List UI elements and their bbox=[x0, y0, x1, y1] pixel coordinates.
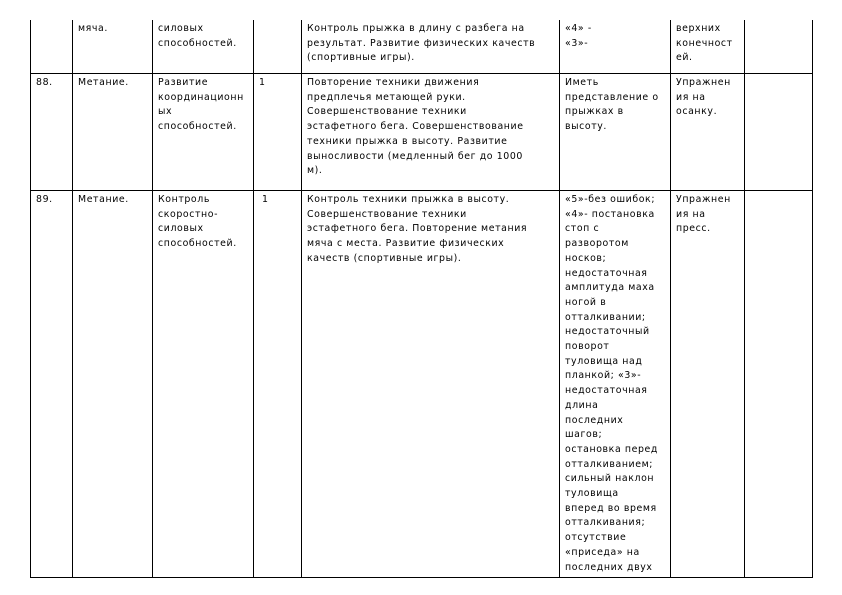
lesson-number-cell bbox=[31, 20, 73, 74]
lesson-number-cell: 88. bbox=[31, 74, 73, 191]
table-row bbox=[31, 74, 813, 191]
homework-cell: Упражнен ия на осанку. bbox=[671, 74, 745, 191]
skill-cell: Контроль скоростно- силовых способностей. bbox=[153, 191, 254, 578]
requirements-cell: «4» - «3»- bbox=[560, 20, 671, 74]
section-cell: Метание. bbox=[73, 191, 153, 578]
hours-cell bbox=[254, 20, 302, 74]
section-cell: мяча. bbox=[73, 20, 153, 74]
content-cell: Контроль техники прыжка в высоту. Совершенствование техники эстафетного бега. Повторение метания мяча с места. Развитие физических качеств (спортивные игры). bbox=[302, 191, 560, 578]
skill-cell: Развитие координационн ых способностей. bbox=[153, 74, 254, 191]
hours-cell: 1 bbox=[254, 74, 302, 191]
content-cell: Контроль прыжка в длину с разбега на результат. Развитие физических качеств (спортивные игры). bbox=[302, 20, 560, 74]
table-row bbox=[31, 20, 813, 74]
content-cell: Повторение техники движения предплечья метающей руки. Совершенствование техники эстафетного бега. Совершенствование техники прыжка в высоту. Развитие выносливости (медленный бег до 1000 м). bbox=[302, 74, 560, 191]
hours-cell: 1 bbox=[254, 191, 302, 578]
notes-cell bbox=[745, 191, 813, 578]
section-cell: Метание. bbox=[73, 74, 153, 191]
lesson-number-cell: 89. bbox=[31, 191, 73, 578]
requirements-cell: Иметь представление о прыжках в высоту. bbox=[560, 74, 671, 191]
table-row bbox=[31, 191, 813, 578]
skill-cell: силовых способностей. bbox=[153, 20, 254, 74]
requirements-cell: «5»-без ошибок; «4»- постановка стоп с разворотом носков; недостаточная амплитуда маха ногой в отталкивании; недостаточный поворот туловища над планкой; «3»- недостаточная длина последних шагов; остановка перед отталкиванием; сильный наклон туловища вперед во время отталкивания; отсутствие «приседа» на последних двух bbox=[560, 191, 671, 578]
lesson-plan-table bbox=[30, 20, 813, 578]
homework-cell: верхних конечност ей. bbox=[671, 20, 745, 74]
homework-cell: Упражнен ия на пресс. bbox=[671, 191, 745, 578]
notes-cell bbox=[745, 74, 813, 191]
notes-cell bbox=[745, 20, 813, 74]
